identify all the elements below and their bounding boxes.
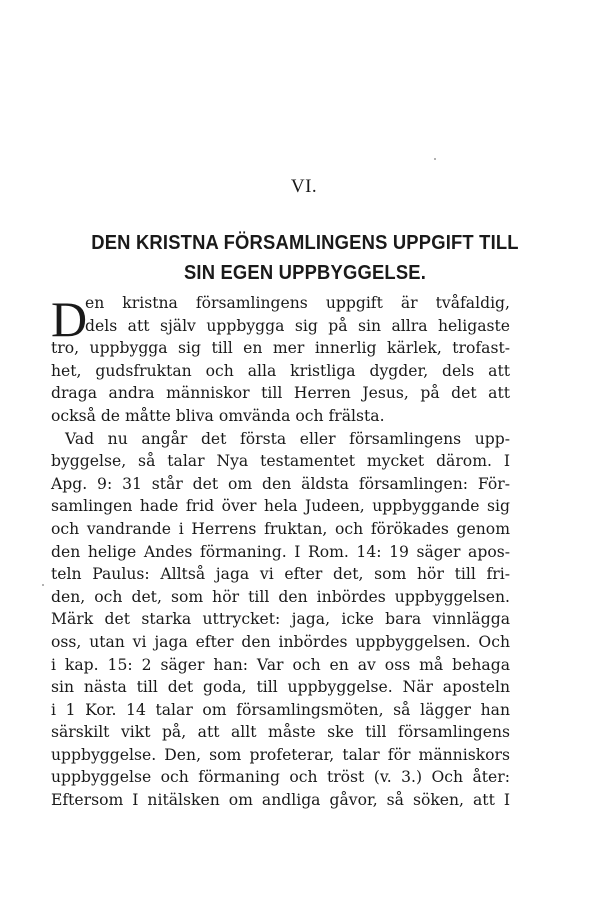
body-line: också de måtte bliva omvända och frälsta.: [51, 406, 385, 425]
body-line: den helige Andes förmaning. I Rom. 14: 19 säger apos-: [51, 542, 510, 561]
body-line: byggelse, så talar Nya testamentet mycket därom. I: [51, 452, 510, 471]
body-line: uppbyggelse och förmaning och tröst (v. 3.) Och åter:: [51, 768, 510, 787]
drop-cap: D: [51, 291, 88, 347]
body-line: i kap. 15: 2 säger han: Var och en av oss må behaga: [51, 655, 510, 674]
page-speck: [42, 584, 44, 586]
body-line: samlingen hade frid över hela Judeen, uppbyggande sig: [51, 497, 510, 516]
body-line: Apg. 9: 31 står det om den äldsta församlingen: För-: [51, 474, 510, 493]
body-line: sin nästa till det goda, till uppbyggelse. När aposteln: [51, 678, 510, 697]
body-line: het, gudsfruktan och alla kristliga dygder, dels att: [51, 361, 510, 380]
body-line: i 1 Kor. 14 talar om församlingsmöten, så lägger han: [51, 700, 510, 719]
body-line: en kristna församlingens uppgift är tvåfaldig,: [85, 294, 510, 312]
body-line: draga andra människor till Herren Jesus, på det att: [51, 384, 510, 403]
body-line: Eftersom I nitälsken om andliga gåvor, så söken, att I: [51, 791, 510, 810]
chapter-title: [70, 228, 539, 288]
body-line: dels att själv uppbygga sig på sin allra heligaste: [85, 316, 510, 335]
chapter-title-line: SIN EGEN UPPBYGGELSE.: [183, 262, 427, 284]
body-line: särskilt vikt på, att allt måste ske till församlingens: [51, 723, 510, 742]
body-line: uppbyggelse. Den, som profeterar, talar för människors: [51, 745, 510, 764]
body-line: Vad nu angår det första eller församlingens upp-: [65, 429, 510, 448]
chapter-title-line: DEN KRISTNA FÖRSAMLINGENS UPPGIFT TILL: [91, 232, 519, 254]
body-line: tro, uppbygga sig till en mer innerlig kärlek, trofast-: [51, 339, 510, 358]
page-speck: [434, 158, 436, 160]
body-text: [51, 292, 510, 812]
body-line: Märk det starka uttrycket: jaga, icke bara vinnlägga: [51, 610, 510, 629]
body-line: och vandrande i Herrens fruktan, och förökades genom: [51, 519, 510, 538]
body-line: teln Paulus: Alltså jaga vi efter det, som hör till fri-: [51, 565, 510, 584]
body-line: den, och det, som hör till den inbördes uppbyggelsen.: [51, 587, 510, 606]
body-line: oss, utan vi jaga efter den inbördes uppbyggelsen. Och: [51, 632, 510, 651]
chapter-number: VI.: [290, 176, 318, 197]
